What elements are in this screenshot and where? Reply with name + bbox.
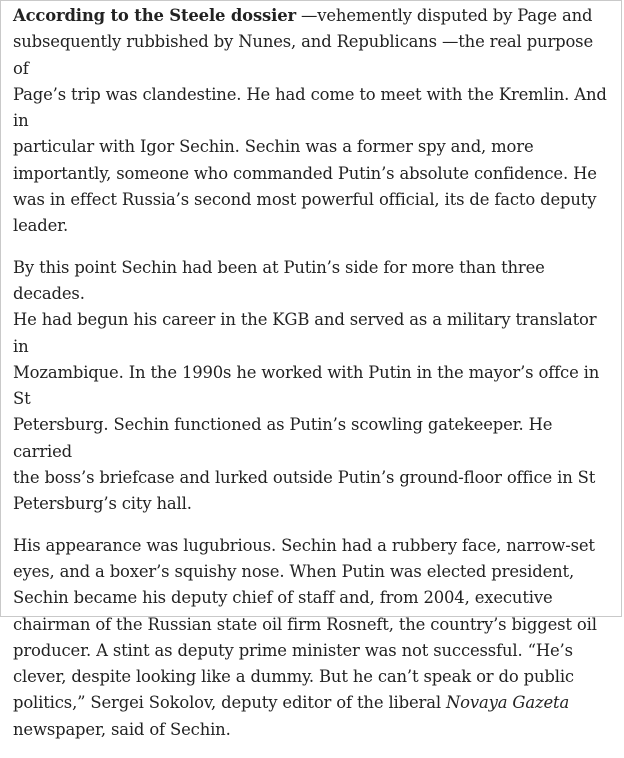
text-line: Mozambique. In the 1990s he worked with Putin in the mayor’s offce in St — [13, 362, 600, 409]
text-line: particular with Igor Sechin. Sechin was a former spy and, more — [13, 137, 534, 157]
text-line: newspaper, said of Sechin. — [13, 719, 231, 739]
publication-name: Novaya Gazeta — [445, 693, 570, 713]
text-line: —vehemently disputed by Page and — [295, 6, 593, 25]
text-line: subsequently rubbished by Nunes, and Republicans —the real purpose of — [13, 32, 593, 78]
text-line: By this point Sechin had been at Putin’s side for more than three decades. — [13, 257, 545, 303]
text-line: producer. A stint as deputy prime minister was not successful. “He’s — [13, 640, 573, 660]
text-line: Petersburg’s city hall. — [13, 494, 192, 514]
paragraph-3 — [13, 533, 613, 743]
paragraph-1 — [13, 3, 613, 240]
text-line: chairman of the Russian state oil firm Rosneft, the country’s biggest oil — [13, 614, 597, 634]
text-line: His appearance was lugubrious. Sechin had a rubbery face, narrow-set — [13, 535, 595, 555]
text-line: He had begun his career in the KGB and served as a military translator in — [13, 310, 597, 356]
text-line: leader. — [13, 216, 69, 236]
text-line: Page’s trip was clandestine. He had come to meet with the Kremlin. And in — [13, 84, 607, 131]
lead-in: According to the Steele dossier — [13, 6, 296, 25]
text-line: the boss’s briefcase and lurked outside Putin’s ground-floor office in St — [13, 468, 596, 488]
text-line: Petersburg. Sechin functioned as Putin’s scowling gatekeeper. He carried — [13, 415, 553, 461]
text-line: was in effect Russia’s second most powerful official, its de facto deputy — [13, 190, 597, 210]
paragraph-2 — [13, 255, 613, 518]
text-line: clever, despite looking like a dummy. But he can’t speak or do public — [13, 667, 574, 687]
text-line: eyes, and a boxer’s squishy nose. When Putin was elected president, — [13, 561, 575, 581]
text-line: politics,” Sergei Sokolov, deputy editor of the liberal — [13, 693, 446, 713]
article-body — [13, 3, 613, 758]
text-line: Sechin became his deputy chief of staff and, from 2004, executive — [13, 588, 553, 608]
text-line: importantly, someone who commanded Putin’s absolute confidence. He — [13, 163, 597, 183]
